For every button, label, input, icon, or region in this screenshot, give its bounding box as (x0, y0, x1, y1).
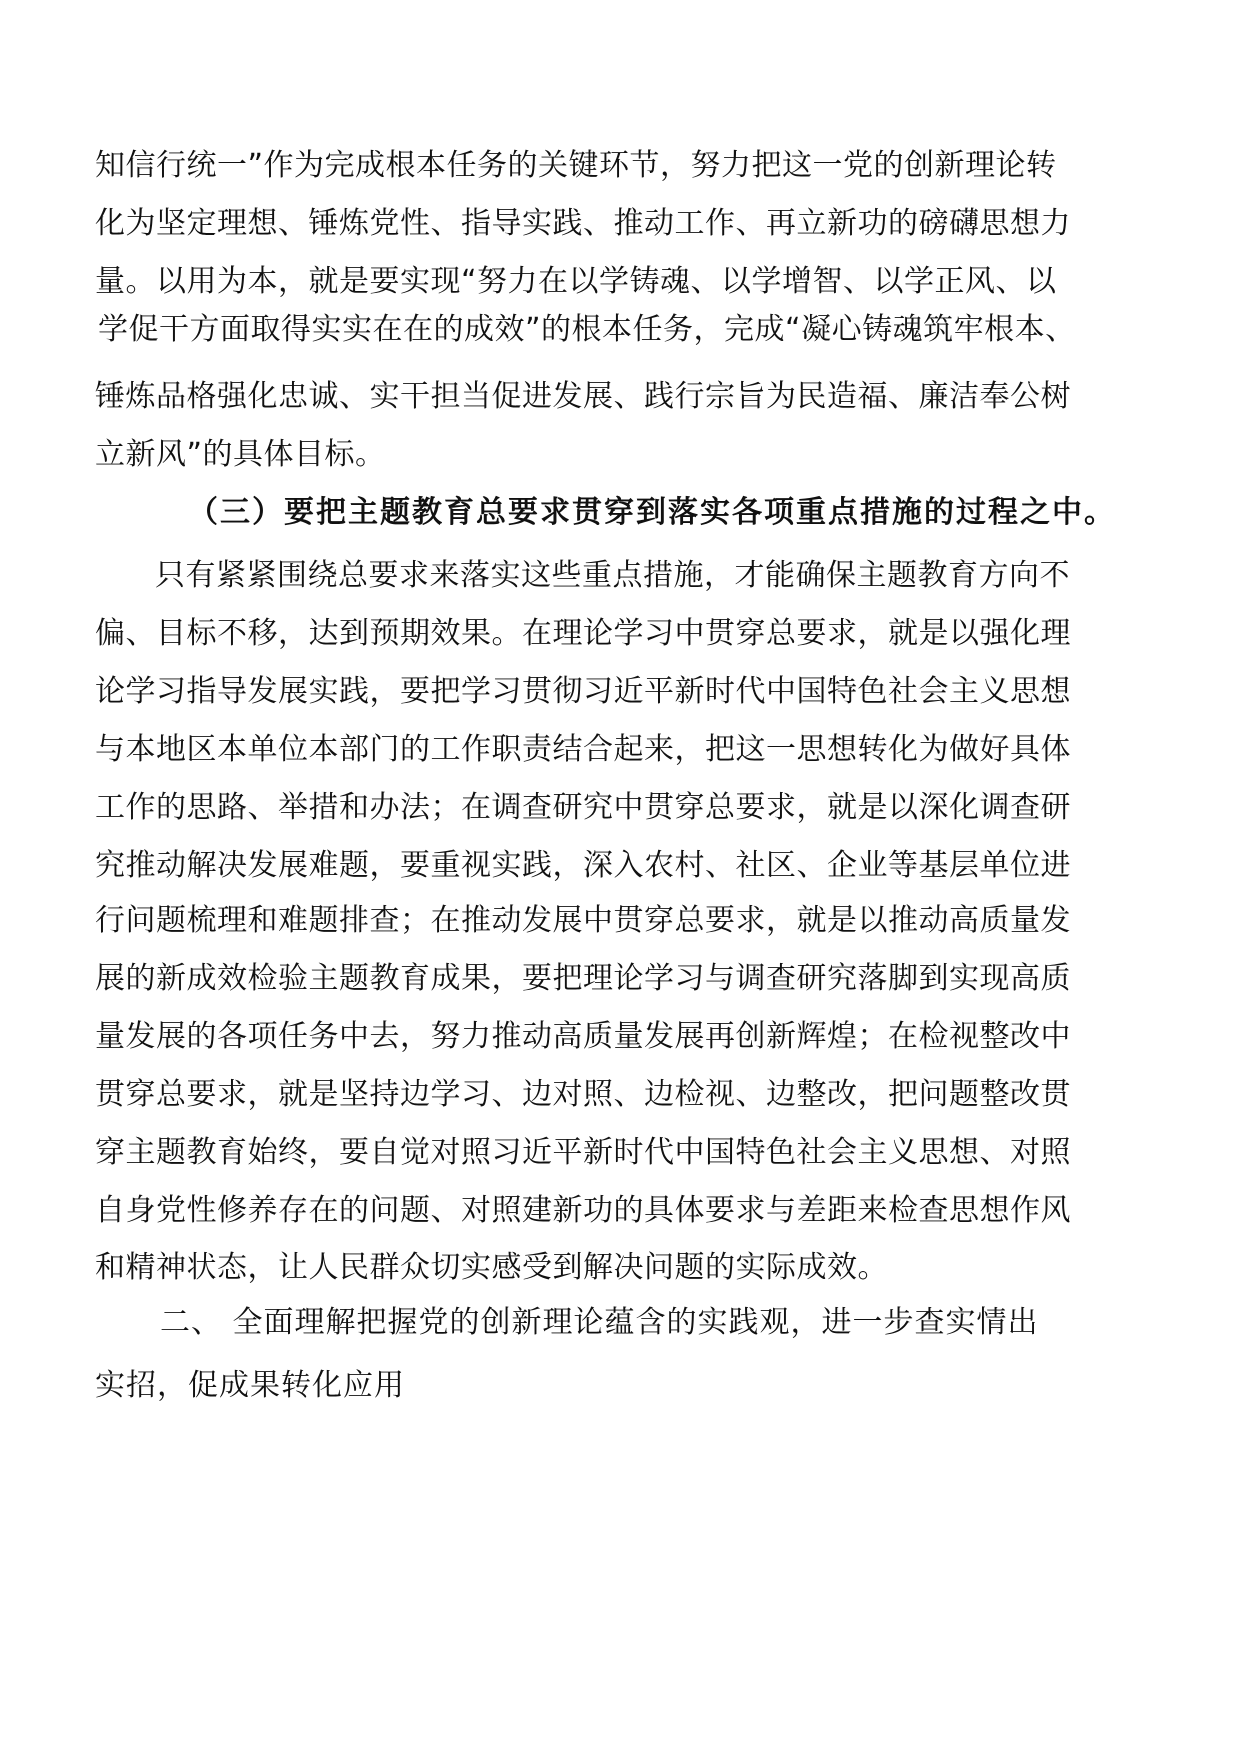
paragraph-line: 自身党性修养存在的问题、对照建新功的具体要求与差距来检查思想作风 (95, 1193, 1071, 1228)
paragraph-line: 偏、目标不移，达到预期效果。在理论学习中贯穿总要求，就是以强化理 (95, 616, 1071, 651)
paragraph-line: 贯穿总要求，就是坚持边学习、边对照、边检视、边整改，把问题整改贯 (95, 1077, 1071, 1112)
paragraph-line: 量发展的各项任务中去，努力推动高质量发展再创新辉煌；在检视整改中 (95, 1019, 1071, 1054)
paragraph-line: 展的新成效检验主题教育成果，要把理论学习与调查研究落脚到实现高质 (95, 961, 1071, 996)
paragraph-line: 究推动解决发展难题，要重视实践，深入农村、社区、企业等基层单位进 (95, 848, 1071, 883)
paragraph-line: 化为坚定理想、锤炼党性、指导实践、推动工作、再立新功的磅礴思想力 (95, 206, 1071, 241)
paragraph-line: 量。以用为本，就是要实现“努力在以学铸魂、以学增智、以学正风、以 (95, 264, 1057, 299)
paragraph-line: 工作的思路、举措和办法；在调查研究中贯穿总要求，就是以深化调查研 (95, 790, 1071, 825)
paragraph-line: 锤炼品格强化忠诚、实干担当促进发展、践行宗旨为民造福、廉洁奉公树 (95, 379, 1071, 414)
subheading: （三）要把主题教育总要求贯穿到落实各项重点措施的过程之中。 (188, 495, 1116, 530)
paragraph-line: 穿主题教育始终，要自觉对照习近平新时代中国特色社会主义思想、对照 (95, 1135, 1071, 1170)
paragraph-line: 行问题梳理和难题排查；在推动发展中贯穿总要求，就是以推动高质量发 (95, 903, 1071, 938)
section-heading: 实招，促成果转化应用 (95, 1368, 405, 1403)
paragraph-line: 论学习指导发展实践，要把学习贯彻习近平新时代中国特色社会主义思想 (95, 674, 1071, 709)
paragraph-line: 学促干方面取得实实在在的成效”的根本任务，完成“凝心铸魂筑牢根本、 (98, 312, 1076, 347)
section-heading: 二、 全面理解把握党的创新理论蕴含的实践观，进一步查实情出 (160, 1305, 1039, 1340)
paragraph-line: 与本地区本单位本部门的工作职责结合起来，把这一思想转化为做好具体 (95, 732, 1071, 767)
paragraph-line: 立新风”的具体目标。 (95, 437, 386, 472)
paragraph-line: 和精神状态，让人民群众切实感受到解决问题的实际成效。 (95, 1250, 888, 1285)
paragraph-line: 只有紧紧围绕总要求来落实这些重点措施，才能确保主题教育方向不 (155, 558, 1070, 593)
paragraph-line: 知信行统一”作为完成根本任务的关键环节，努力把这一党的创新理论转 (95, 148, 1057, 183)
